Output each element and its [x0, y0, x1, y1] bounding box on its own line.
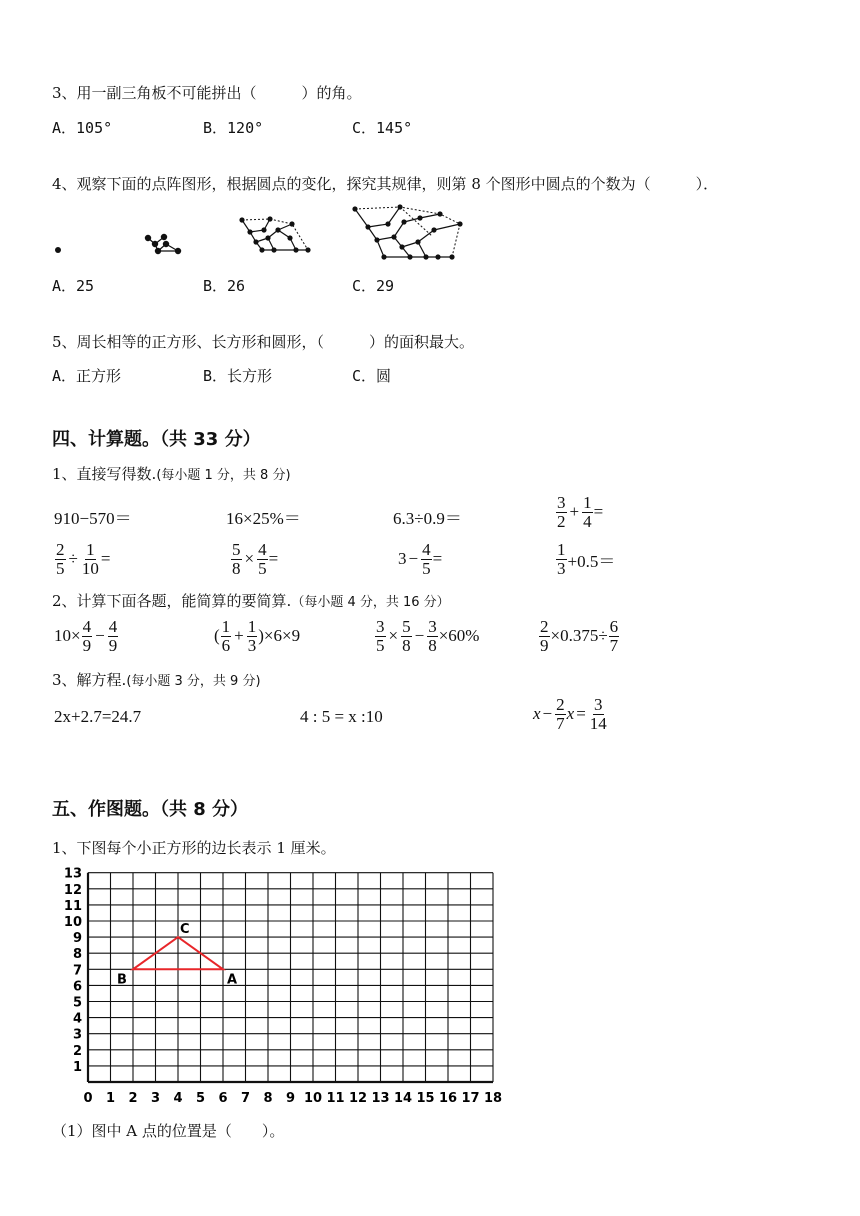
- dot-figure-1: [55, 247, 61, 253]
- y-tick-label: 13: [63, 866, 82, 882]
- equation-x-minus-2-7x: x − $\frac{2}{7}$ x = $\frac{3}{14}$: [533, 695, 607, 733]
- q5-text: 5、周长相等的正方形、长方形和圆形，（ ）的面积最大。: [52, 333, 475, 351]
- calc-2-9x0-375-div-6-7: $\frac{2}{9}$ ×0.375÷ $\frac{6}{7}$: [540, 617, 619, 655]
- x-tick-label: 10: [303, 1091, 323, 1106]
- section4-part2-label: 2、计算下面各题，能简算的要简算.（每小题 4 分，共 16 分）: [52, 592, 450, 610]
- grid-y-axis-labels: [64, 867, 82, 1075]
- x-tick-label: 9: [285, 1091, 296, 1106]
- q4-option-b: B．26: [203, 277, 246, 295]
- q5-option-c: C．圆: [352, 367, 392, 385]
- section4-title: 四、计算题。（共 33 分）: [52, 429, 261, 450]
- y-tick-label: 12: [63, 882, 82, 898]
- q4-text: 4、观察下面的点阵图形，根据圆点的变化，探究其规律，则第 8 个图形中圆点的个数为（ ）．: [52, 175, 719, 193]
- coordinate-grid: [55, 860, 515, 1110]
- y-tick-label: 8: [72, 947, 82, 963]
- q4-option-c: C．29: [352, 277, 395, 295]
- dot-pattern-figures: [40, 200, 470, 270]
- grid-x-axis-labels: [83, 1091, 502, 1106]
- grid-lines: [88, 873, 493, 1082]
- dot-figure-3: [239, 216, 310, 252]
- x-tick-label: 13: [371, 1091, 390, 1106]
- q5-option-b: B．长方形: [203, 367, 273, 385]
- x-tick-label: 11: [326, 1091, 345, 1106]
- calc-3-5x5-8-minus-3-8x60pct: $\frac{3}{5}$ × $\frac{5}{8}$ − $\frac{3}{8}$ ×60%: [376, 617, 480, 655]
- calc-2-5-div-1-10: $\frac{2}{5}$ ÷ $\frac{1}{10}$ =: [56, 540, 111, 578]
- point-c-label: C: [180, 922, 190, 938]
- section5-part1-text: 1、下图每个小正方形的边长表示 1 厘米。: [52, 839, 336, 857]
- equation-ratio: 4 : 5 = x :10: [300, 707, 383, 726]
- x-tick-label: 8: [263, 1091, 273, 1106]
- y-tick-label: 11: [63, 898, 82, 914]
- q3-option-c: C．145°: [352, 119, 413, 137]
- calc-3-2-plus-1-4: $\frac{3}{2}$ + $\frac{1}{4}$ =: [557, 493, 604, 531]
- x-tick-label: 1: [105, 1091, 116, 1106]
- section4-part1-label: 1、直接写得数.(每小题 1 分，共 8 分): [52, 465, 291, 483]
- calc-paren-sum-times-6-9: ( $\frac{1}{6}$ + $\frac{1}{3}$ )×6×9: [214, 617, 301, 655]
- point-b-label: B: [117, 972, 127, 988]
- calc-6-3-div-0-9: 6.3÷0.9＝: [393, 509, 462, 528]
- y-tick-label: 3: [72, 1027, 82, 1043]
- equation-2x-plus-2-7: 2x+2.7=24.7: [54, 707, 142, 726]
- x-tick-label: 16: [438, 1091, 458, 1106]
- calc-5-8-times-4-5: $\frac{5}{8}$ × $\frac{4}{5}$ =: [232, 540, 279, 578]
- calc-910-minus-570: 910−570＝: [54, 509, 132, 528]
- dot-figure-4: [352, 204, 462, 259]
- x-tick-label: 14: [393, 1091, 413, 1106]
- section5-title: 五、作图题。（共 8 分）: [52, 799, 249, 820]
- section4-part3-label: 3、解方程.(每小题 3 分，共 9 分): [52, 671, 261, 689]
- dot-figure-2: [145, 234, 180, 253]
- y-tick-label: 9: [72, 931, 82, 947]
- x-tick-label: 12: [348, 1091, 368, 1106]
- x-tick-label: 7: [240, 1091, 251, 1106]
- x-tick-label: 17: [461, 1091, 480, 1106]
- q3-text: 3、用一副三角板不可能拼出（ ）的角。: [52, 84, 362, 102]
- section5-sub1-text: （1）图中 A 点的位置是（ ）。: [52, 1122, 285, 1140]
- x-tick-label: 5: [195, 1091, 206, 1106]
- x-tick-label: 2: [128, 1091, 138, 1106]
- x-tick-label: 4: [173, 1091, 183, 1106]
- x-tick-label: 18: [483, 1091, 503, 1106]
- y-tick-label: 6: [72, 979, 82, 995]
- x-tick-label: 15: [416, 1091, 435, 1106]
- x-tick-label: 0: [83, 1091, 93, 1106]
- x-tick-label: 6: [218, 1091, 228, 1106]
- y-tick-label: 4: [72, 1011, 82, 1027]
- q3-option-a: A．105°: [52, 119, 113, 137]
- point-a-label: A: [227, 972, 238, 988]
- y-tick-label: 10: [63, 915, 82, 930]
- q4-option-a: A．25: [52, 277, 95, 295]
- y-tick-label: 1: [72, 1059, 82, 1075]
- y-tick-label: 7: [72, 963, 82, 979]
- calc-3-minus-4-5: 3 − $\frac{4}{5}$ =: [398, 540, 443, 578]
- calc-16-times-25pct: 16×25%＝: [226, 509, 301, 528]
- calc-10x4-9-minus-4-9: 10× $\frac{4}{9}$ − $\frac{4}{9}$: [54, 617, 118, 655]
- calc-1-3-plus-0-5: $\frac{1}{3}$ +0.5＝: [557, 540, 616, 578]
- y-tick-label: 5: [72, 995, 82, 1011]
- q3-option-b: B．120°: [203, 119, 264, 137]
- y-tick-label: 2: [72, 1043, 82, 1059]
- x-tick-label: 3: [150, 1091, 161, 1106]
- q5-option-a: A．正方形: [52, 367, 122, 385]
